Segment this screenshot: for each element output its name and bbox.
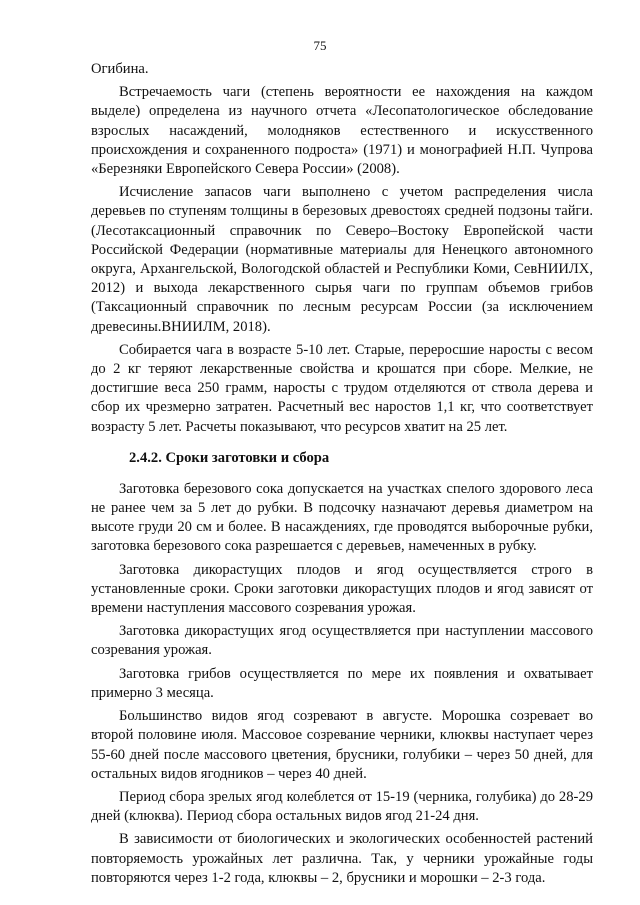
paragraph-chaga-harvest-age: Собирается чага в возрасте 5-10 лет. Старые, переросшие наросты с весом до 2 кг теряют лекарственные свойства и крошатся при сборе. Мелкие, не достигшие веса 250 грамм, наросты с трудом отделяются от ствола дерева и сбор их чрезмерно затратен. Расчетный вес наростов 1,1 кг, что соответствует возрасту 5 лет. Расчеты показывают, что ресурсов хватит на 25 лет. bbox=[91, 341, 593, 435]
paragraph-chaga-occurrence: Встречаемость чаги (степень вероятности ее нахождения на каждом выделе) определена из научного отчета «Лесопатологическое обследование взрослых насаждений, молодняков естественного и искусственного происхождения и сохраненного подроста» (1971) и монографией Н.П. Чупрова «Березняки Европейского Севера России» (2008). bbox=[91, 84, 593, 178]
paragraph-wild-berries: Заготовка дикорастущих ягод осуществляется при наступлении массового созревания урожая. bbox=[91, 623, 593, 659]
paragraph-yield-recurrence: В зависимости от биологических и экологических особенностей растений повторяемость урожайных лет различна. Так, у черники урожайные годы повторяются через 1-2 года, клюквы – 2, брусники и морошки – 2-3 года. bbox=[91, 831, 593, 886]
section-heading: 2.4.2. Сроки заготовки и сбора bbox=[129, 449, 330, 466]
page-number: 75 bbox=[313, 38, 327, 53]
paragraph-harvest-period: Период сбора зрелых ягод колеблется от 15-19 (черника, голубика) до 28-29 дней (клюква). Период сбора остальных видов ягод 21-24 дня. bbox=[91, 788, 593, 825]
paragraph-mushrooms: Заготовка грибов осуществляется по мере их появления и охватывает примерно 3 месяца. bbox=[91, 665, 593, 701]
paragraph-chaga-reserves: Исчисление запасов чаги выполнено с учетом распределения числа деревьев по ступеням толщины в березовых древостоях средней подзоны тайги. (Лесотаксационный справочник по Северо–Востоку Европейской части Российской Федерации (нормативные материалы для Ненецкого автономного округа, Архангельской, Вологодской областей и Республики Коми, СевНИИЛХ, 2012) и выхода лекарственного сырья чаги по группам объемов грибов (Таксационный справочник по лесным ресурсам России (за исключением древесины.ВНИИЛМ, 2018). bbox=[91, 184, 593, 335]
document-body bbox=[91, 60, 593, 892]
paragraph-wild-fruits: Заготовка дикорастущих плодов и ягод осуществляется строго в установленные сроки. Сроки заготовки дикорастущих плодов и ягод зависят от времени наступления массового созревания урожая. bbox=[91, 561, 593, 617]
paragraph-continuation: Огибина. bbox=[91, 61, 149, 77]
paragraph-birch-sap: Заготовка березового сока допускается на участках спелого здорового леса не ранее чем за 5 лет до рубки. В подсочку назначают деревья диаметром на высоте груди 20 см и более. В насаждениях, где проводятся выборочные рубки, заготовка березового сока разрешается с деревьев, намеченных в рубку. bbox=[91, 480, 593, 555]
paragraph-berry-ripening: Большинство видов ягод созревают в августе. Морошка созревает во второй половине июля. Массовое созревание черники, клюквы наступает через 55-60 дней после массового цветения, брусники, голубики – через 50 дней, для остальных видов ягодников – через 40 дней. bbox=[91, 708, 593, 782]
